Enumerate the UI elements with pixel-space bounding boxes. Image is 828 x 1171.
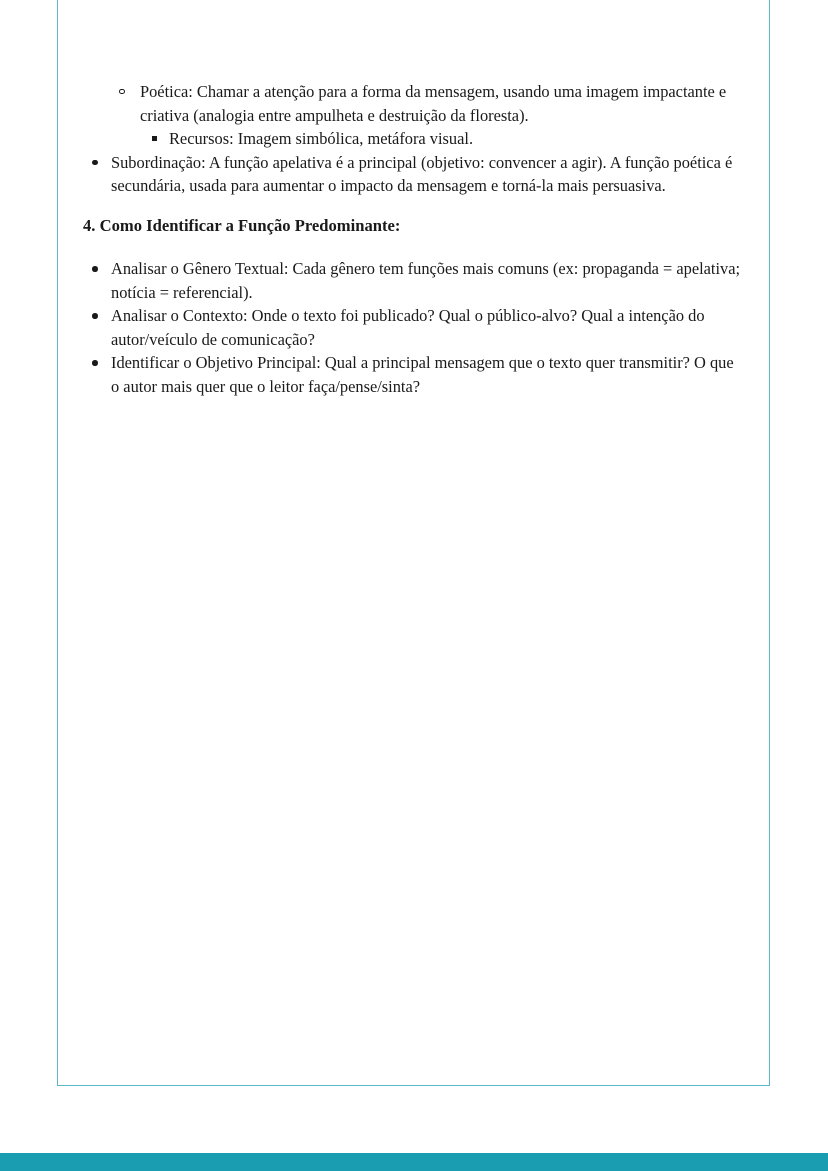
list-item: Analisar o Gênero Textual: Cada gênero tem funções mais comuns (ex: propaganda = apelativa; notícia = referencial). xyxy=(83,257,743,304)
subordinacao-text: Subordinação: A função apelativa é a principal (objetivo: convencer a agir). A função poética é secundária, usada para aumentar o impacto da mensagem e torná-la mais persuasiva. xyxy=(111,152,733,195)
list-item: Analisar o Contexto: Onde o texto foi publicado? Qual o público-alvo? Qual a intenção do autor/veículo de comunicação? xyxy=(83,304,743,351)
list xyxy=(83,151,743,198)
sublist xyxy=(112,80,743,151)
document-content xyxy=(83,80,743,398)
list-item: Identificar o Objetivo Principal: Qual a principal mensagem que o texto quer transmitir? O que o autor mais quer que o leitor faça/pense/sinta? xyxy=(83,351,743,398)
recursos-text: Recursos: Imagem simbólica, metáfora visual. xyxy=(169,129,474,148)
section4-list xyxy=(83,257,743,398)
list-item-recursos xyxy=(140,127,743,151)
nested-list-wrapper xyxy=(83,80,743,151)
section-heading: 4. Como Identificar a Função Predominante: xyxy=(83,215,401,235)
list-item-poetica xyxy=(112,80,743,151)
sub-sublist xyxy=(140,127,743,151)
poetica-text: Poética: Chamar a atenção para a forma da mensagem, usando uma imagem impactante e criativa (analogia entre ampulheta e destruição da floresta). xyxy=(140,82,727,125)
list-item-subordinacao xyxy=(83,151,743,198)
footer-bar xyxy=(0,1153,828,1171)
